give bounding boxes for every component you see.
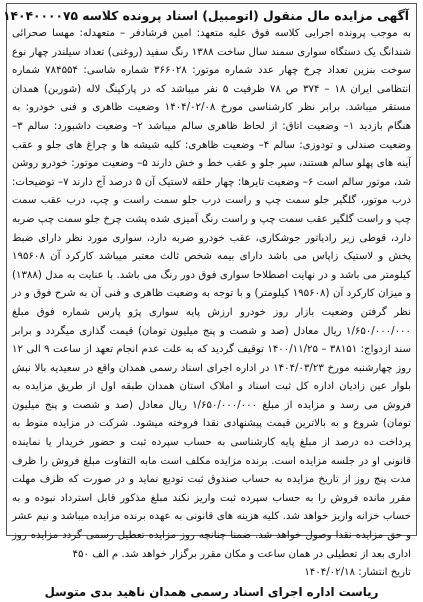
notice-title: آگهی مزایده مال منقول (اتومبیل) اسناد پرونده کلاسه ۱۴۰۴۰۰۰۰۷۵	[2, 9, 409, 23]
auction-notice	[2, 3, 417, 600]
publish-date: تاریخ انتشار: ۱۴۰۴/۰۲/۱۸	[304, 567, 411, 579]
signature-line: رياست اداره اجرای اسناد رسمی همدان ناهید بدی متوسل	[44, 585, 379, 600]
notice-body: به موجب پرونده اجرایی کلاسه فوق علیه متعهد: امین فرشادفر – متعهدله: مهسا صحرائی شندانگ یک دستگاه سواری سمند سال ساخت ۱۳۸۸ رنگ سفید (روغنی) تعداد سیلندر چهار نوع سوخت بنزین تعداد چرخ چهار عدد شماره موتور: ۳۶۶۰۲۸ شماره شاسی: ۷۸۴۵۵۴ شماره انتظامی ایران ۱۸ – ۳۷۴ ص ۷۸ ظرفیت ۵ نفر میباشد که در پارکینگ لاله (شوربن) همدان مستقر میباشد. برابر نظر کارشناسی مورخ ۱۴۰۴/۰۲/۰۸ وضعیت ظاهری و فنی خودرو: به هنگام بازدید ۱– وضعیت اتاق: از لحاظ ظاهری سالم میباشد ۲– وضعیت داشبورد: سالم ۳– وضعیت صندلی و تودوزی: سالم ۴– وضعیت ظاهری: کلیه شیشه ها و چراغ های جلو و عقب آینه های پهلو سالم هستند، سپر جلو و عقب خط و خش دارند ۵– وضعیت موتور: خودرو روشن شد، موتور سالم است ۶– وضعیت تایرها: چهار حلقه لاستیک آن ۵ درصد آج دارند ۷– توضیحات: درب موتور، گلگیر جلو سمت چپ و راست درب جلو سمت راست و چپ، درب عقب سمت چپ و راست گلگیر عقب سمت چپ و راست رنگ آمیزی شده پشت چرخ جلو سمت چپ ضربه دارد، قوطی زیر رادیاتور جوشکاری، عقب خودرو ضربه دارد، سواری مورد نظر دارای ضبط پخش و لاستیک زاپاس می باشد دارای بیمه شخص ثالث معتبر میباشد کارکرد آن ۱۹۵۶۰۸ کیلومتر می باشد و در نهایت اصطلاحا سواری فوق دور رنگ می باشد. با عنایت به مدل (۱۳۸۸) و میزان کارکرد آن (۱۹۵۶۰۸ کیلومتر) و با توجه به وضعیت ظاهری و فنی آن به شرح فوق و در نظر گرفتن وضعیت بازار روز خودرو ارزش پایه سواری پژو پارس شماره فوق مبلغ ۱/۶۵۰/۰۰۰/۰۰۰ ریال معادل (صد و شصت و پنج میلیون تومان) قیمت گذاری میگردد و برابر سند ازدواج: ۳۸۱۵۱ – ۱۴۰۰/۱۱/۲۵ توقیف گردید که به علت عدم انجام تعهد از ساعت ۹ الی ۱۲ روز چهارشنبه مورخ ۱۴۰۴/۰۳/۲۳ در اداره اجرای اسناد رسمی همدان واقع در سعیدیه بالا نبش بلوار عین زادیان اداره کل ثبت اسناد و املاک استان همدان طبقه اول از طریق مزایده به فروش می رسد و مزایده از مبلغ ۱/۶۵۰/۰۰۰/۰۰۰ ریال معادل (صد و شصت و پنج میلیون تومان) شروع و به بالاترین قیمت پیشنهادی نقدا فروخته میشود. شرکت در مزایده منوط به پرداخت ده درصد از مبلغ پایه کارشناسی به حساب سپرده ثبت و حضور خریدار یا نماینده قانونی او در جلسه مزایده است. برنده مزایده مکلف است مابه التفاوت مبلغ فروش را ظرف مدت پنج روز از تاریخ مزایده به حساب صندوق ثبت تودیع نماید و در صورت که ظرف مهلت مقرر مانده فروش را به حساب سپرده ثبت واریز نکند مبلغ مذکور قابل استرداد نبوده و به حساب خزانه واریز خواهد شد. کلیه هزینه های قانونی به عهده برنده مزایده میباشد و نیم عشر و حق مزایده نقدا وصول خواهد شد. ضمنا چنانچه روز مزایده تعطیل رسمی گردد مزایده روز اداری بعد از تعطیلی در همان ساعت و مکان مقرر برگزار خواهد شد. م الف ۴۵۰	[12, 28, 412, 560]
